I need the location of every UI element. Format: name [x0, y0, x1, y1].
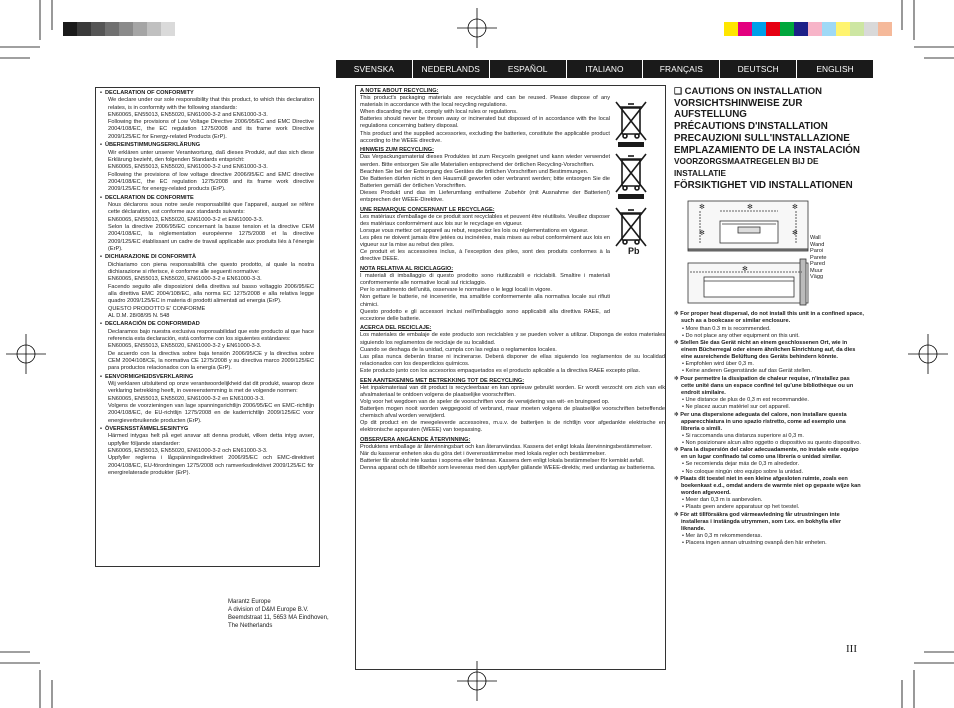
gray-swatch [161, 22, 175, 36]
lead-symbol: Pb [628, 246, 640, 256]
color-swatch [794, 22, 808, 36]
caution-item [674, 447, 864, 475]
recycling-heading: HINWEIS ZUM RECYCLING: [360, 147, 434, 154]
recycling-body: Het inpakmateriaal van dit product is recycleerbaar en kan opnieuw gebruikt worden. Er wordt verzocht om zich van elk afvalmateriaal te ontdoen volgens de plaatselijke voorschriften. Volg voor het wegdoen van de speler de voorschriften voor de verwijdering van wit- en bruingoed op. Batterijen mogen nooit worden weggegooid of verbrand, maar moeten volgens de plaatselijke voorschriften betreffende chemisch afval worden verwijderd. Op dit product en de meegeleverde accessoires, m.u.v. de batterijen is de richtlijn voor afgedankte elektrische en elektronische apparaten (WEEE) van toepassing. [360, 384, 665, 434]
svg-text:✻: ✻ [699, 203, 705, 212]
declaration-body: Wij verklaren uitsluitend op onze verantwoordelijkheid dat dit produkt, waarop deze verklaring betrekking heeft, in overeenstemming is met de volgende normen: EN60065, EN55013, EN55020, EN61000-3-2 en EN61000-3-3. Volgens de voorzieningen van lage spanningsrichtlijn 2006/95/EC en EMC-richtlijn 2004/108/EC, de EU-richtlijn 1275/2008 en de kaderrichtlijn 2009/125/EC voor energieverbruikende producten (ErP). [108, 381, 314, 424]
gray-swatch [63, 22, 77, 36]
declaration-heading: • DECLARACIÓN DE CONFORMIDAD [100, 321, 314, 328]
recycling-section [360, 325, 665, 375]
declaration-heading: • DECLARATION OF CONFORMITY [100, 90, 314, 97]
caution-item [674, 412, 864, 447]
gray-swatch [77, 22, 91, 36]
declaration-section [100, 426, 314, 477]
color-swatch [850, 22, 864, 36]
crossed-bin-icon [614, 98, 650, 148]
caution-sub: • Empfohlen wird über 0,3 m. [674, 361, 864, 368]
caution-item [674, 311, 864, 339]
svg-text:✻: ✻ [747, 203, 753, 212]
caution-title: PRÉCAUTIONS D'INSTALLATION [674, 121, 828, 133]
caution-sub: • Une distance de plus de 0,3 m est recommandée. [674, 397, 864, 404]
cautions-section [674, 86, 864, 548]
caution-item [674, 376, 864, 411]
declaration-body: Härmed intygas helt på eget ansvar att denna produkt, vilken detta intyg avser, uppfyller följande standarder: EN60065, EN55013, EN55020, EN61000-3-2 och EN61000-3-3. Uppfyller reglerna i lågspänningsdirektivet 2006/95/EC och EMC-direktivet 2004/108/EC, EU-förordningen 1275/2008 och ramverksdirektivet 2009/125/EC för energirelaterade produkter (ErP). [108, 433, 314, 476]
caution-lead: ✻ Stellen Sie das Gerät nicht an einem geschlossenen Ort, wie in einem Bücherregal oder einem ähnlichen Einrichtung auf, da dies eine ausreichende Belüftung des Geräts behindern könnte. [674, 340, 864, 361]
recycling-section [360, 147, 610, 204]
recycling-section [360, 88, 610, 145]
wall-label: Wand [810, 241, 825, 248]
caution-sub: • No coloque ningún otro equipo sobre la unidad. [674, 469, 864, 476]
caution-sub: • Se recomienda dejar más de 0,3 m alrededor. [674, 461, 864, 468]
company-address: Marantz Europe A division of D&M Europe B.V. Beemdstraat 11, 5653 MA Eindhoven, The Netherlands [228, 599, 329, 629]
wall-label: Pared [810, 261, 825, 267]
svg-text:✻: ✻ [792, 229, 798, 238]
svg-text:✻: ✻ [792, 203, 798, 212]
recycling-body: Les matériaux d'emballage de ce produit sont recyclables et peuvent être réutilisés. Veuillez disposer des matériaux conformément aux lois sur le recyclage en vigueur. Lorsque vous mettez cet appareil au rebut, respectez les lois ou réglementations en vigueur. Les piles ne doivent jamais être jetées ou incinérées, mais mises au rebut conformément aux lois en vigueur sur la mise au rebut des piles. Ce produit et les accessoires inclus, à l'exception des piles, sont des produits conformes à la directive DEEE. [360, 213, 610, 263]
declaration-section [100, 254, 314, 320]
caution-sub: • Do not place any other equipment on this unit. [674, 333, 864, 340]
crossed-bin-icon [614, 150, 650, 200]
color-swatch [752, 22, 766, 36]
recycling-body: Los materiales de embalaje de este producto son reciclables y se pueden volver a utilizar. Disponga de estos materiales siguiendo los reglamentos de reciclaje de su localidad. Cuando se deshaga de la unidad, cumpla con las reglas o reglamentos locales. Las pilas nunca deberán tirarse ni incinerarse. Deberá disponer de ellas siguiendo los reglamentos de su localidad relacionados con los desperdicios químicos. Este producto junto con los accesorios empaquetados es el producto aplicable a la directiva RAEE excepto pilas. [360, 332, 665, 374]
declaration-heading: • DICHIARAZIONE DI CONFORMITÀ [100, 254, 314, 261]
caution-sub: • Non posizionare alcun altro oggetto o dispositivo su questo dispositivo. [674, 440, 864, 447]
declaration-body: Nous déclarons sous notre seule responsabilité que l'appareil, auquel se réfère cette déclaration, est conforme aux standards suivants: EN60065, EN55013, EN55020, EN61000-3-2 et EN61000-3-3. Selon la directive 2006/95/EC concernant la basse tension et la directive CEM 2004/108/EC, la réglementation européenne 1275/2008 et la directive 2009/125/EC établissant un cadre de travail applicable aux produits liés à l'énergie (ErP). [108, 202, 314, 252]
caution-title [674, 86, 864, 98]
installation-diagram [674, 197, 864, 307]
recycling-heading: NOTA RELATIVA AL RICICLAGGIO: [360, 266, 454, 273]
declaration-section [100, 195, 314, 253]
recycling-heading: UNE REMARQUE CONCERNANT LE RECYCLAGE: [360, 206, 495, 213]
gray-swatch [105, 22, 119, 36]
language-tab-español: ESPAÑOL [490, 60, 567, 78]
recycling-section [360, 378, 665, 435]
recycling-body: Das Verpackungsmaterial dieses Produktes ist zum Recyceln geeignet und kann wieder verwendet werden. Bitte entsorgen Sie alle Materialien entsprechend der örtlichen Recycling-Vorschriften. Beachten Sie bei der Entsorgung des Gerätes die örtlichen Vorschriften und Bestimmungen. Die Batterien dürfen nicht in den Hausmüll geworfen oder verbrannt werden; bitte entsorgen Sie die Batterien gemäß der örtlichen Vorschriften. Dieses Produkt und das im Lieferumfang enthaltene Zubehör (mit Ausnahme der Batterien!) entsprechen der WEEE-Direktive. [360, 154, 610, 203]
color-swatch [724, 22, 738, 36]
language-tab-nederlands: NEDERLANDS [413, 60, 490, 78]
language-tab-français: FRANÇAIS [643, 60, 720, 78]
caution-sub: • Si raccomanda una distanza superiore ai 0,3 m. [674, 433, 864, 440]
caution-title: FÖRSIKTIGHET VID INSTALLATIONEN [674, 179, 853, 191]
recycling-section [360, 437, 665, 472]
color-swatch [738, 22, 752, 36]
wall-labels [810, 235, 826, 281]
wall-label: Vägg [810, 274, 824, 280]
caution-title: EMPLAZAMIENTO DE LA INSTALACIÓN [674, 144, 860, 156]
wall-label: Parete [810, 254, 827, 261]
caution-sub: • Placera ingen annan utrustning ovanpå den här enheten. [674, 540, 864, 547]
caution-sub: • Mer än 0,3 m rekommenderas. [674, 533, 864, 540]
declaration-body: Dichiariamo con piena responsabilità che questo prodotto, al quale la nostra dichiarazione si riferisce, è conforme alle seguenti normative: EN60065, EN55013, EN55020, EN61000-3-2 e EN61000-3-3. Facendo seguito alle disposizioni della direttiva sul basso voltaggio 2006/95/EC alla direttiva EMC 2004/108/EC, alla norma EC 1275/2008 e alla relativa legge quadro 2009/125/EC in materia di prodotti alimentati ad energia (ErP). QUESTO PRODOTTO E' CONFORME AL D.M. 28/08/95 N. 548 [108, 261, 314, 319]
declaration-body: We declare under our sole responsibility that this product, to which this declaration relates, is in conformity with the following standards: EN60065, EN55013, EN55020, EN61000-3-2 and EN61000-3-3. Following the provisions of Low Voltage Directive 2006/95/EC and EMC Directive 2004/108/EC, the EC regulation 1275/2008 and its frame work Directive 2009/125/EC for Energy-related Products (ErP). [108, 97, 314, 140]
svg-text:✻: ✻ [742, 265, 748, 274]
declaration-section [100, 374, 314, 425]
caution-lead: ✻ Pour permettre la dissipation de chaleur requise, n'installez pas cette unité dans un espace confiné tel qu'une bibliothèque ou un endroit similaire. [674, 376, 864, 397]
cautions-list [674, 311, 864, 547]
declaration-body: Wir erklären unter unserer Verantwortung, daß dieses Produkt, auf das sich diese Erklärung bezieht, den folgenden Standards entspricht: EN60065, EN55013, EN55020, EN61000-3-2 und EN61000-3-3. Following the provisions of low voltage directive 2006/95/EC and EMC directive 2004/108/EC, the EC regulation 1275/2008 and its frame work directive 2009/125/EC for energy-related products (ErP). [108, 149, 314, 193]
page-number: III [846, 643, 857, 655]
color-swatch [878, 22, 892, 36]
caution-item [674, 476, 864, 511]
caution-item [674, 512, 864, 547]
declarations-list [100, 90, 314, 477]
caution-title-text: CAUTIONS ON INSTALLATION [684, 86, 822, 97]
recycling-heading: ACERCA DEL RECICLAJE: [360, 325, 432, 332]
language-tab-italiano: ITALIANO [567, 60, 644, 78]
crossed-bin-icon [614, 204, 650, 250]
wall-label: Wall [810, 235, 821, 241]
language-tab-bar [336, 60, 873, 78]
caution-sub: • Plaats geen andere apparatuur op het toestel. [674, 504, 864, 511]
caution-title: PRECAUZIONI SULL'INSTALLAZIONE [674, 132, 850, 144]
declarations-box [95, 87, 320, 567]
caution-title: VOORZORGSMAATREGELEN BIJ DE INSTALLATIE [674, 157, 819, 178]
caution-title: VORSICHTSHINWEISE ZUR AUFSTELLUNG [674, 97, 803, 121]
gray-swatch [119, 22, 133, 36]
color-swatch [780, 22, 794, 36]
declaration-heading: • EENVORMIGHEIDSVERKLARING [100, 374, 314, 381]
language-tab-english: ENGLISH [797, 60, 873, 78]
caution-lead: ✻ För att tillförsäkra god värmeavledning får utrustningen inte installeras i instängda utrymmen, som t.ex. en bokhylla eller liknande. [674, 512, 864, 533]
color-swatch [864, 22, 878, 36]
declaration-body: Declaramos bajo nuestra exclusiva responsabilidad que este producto al que hace referencia esta declaración, está conforme con los siguientes estándares: EN60065, EN55013, EN55020, EN61000-3-2 y EN61000-3-3. De acuerdo con la directiva sobre baja tensión 2006/95/CE y la directiva sobre CEM 2004/108/CE, la normativa CE 1275/2008 y su directiva marco 2009/125/EC para productos relacionados con la energía (ErP). [108, 328, 314, 372]
color-swatch [766, 22, 780, 36]
declaration-section [100, 90, 314, 141]
wall-label: Muur [810, 267, 823, 274]
recycling-body: This product's packaging materials are recyclable and can be reused. Please dispose of any materials in accordance with the local recycling regulations. When discarding the unit, comply with local rules or regulations. Batteries should never be thrown away or incinerated but disposed of in accordance with the local regulations concerning battery disposal. This product and the supplied accessories, excluding the batteries, constitute the applicable product according to the WEEE directive. [360, 95, 610, 144]
caution-sub: • More than 0.3 m is recommended. [674, 326, 864, 333]
recycling-section [360, 266, 610, 323]
color-swatch [836, 22, 850, 36]
recycling-body: I materiali di imballaggio di questo prodotto sono riutilizzabili e riciclabili. Smaltire i materiali conformemente alle normative locali sul riciclaggio. Per lo smaltimento dell'unità, osservare le normative o le leggi locali in vigore. Non gettare le batterie, né incenerirle, ma smaltirle conformemente alla normativa locale sui rifiuti chimici. Questo prodotto e gli accessori inclusi nell'imballaggio sono applicabili alla direttiva RAEE, ad eccezione delle batterie. [360, 273, 610, 322]
language-tab-deutsch: DEUTSCH [720, 60, 797, 78]
declaration-heading: • ÜBEREINSTIMMUNGSERKLÄRUNG [100, 142, 314, 149]
gray-swatch [133, 22, 147, 36]
color-swatch [822, 22, 836, 36]
caution-sub: • Meer dan 0,3 m is aanbevolen. [674, 497, 864, 504]
caution-sub: • Keine anderen Gegenstände auf das Gerät stellen. [674, 368, 864, 375]
caution-item [674, 340, 864, 375]
recycling-heading: A NOTE ABOUT RECYCLING: [360, 88, 439, 94]
recycling-section [360, 207, 610, 264]
gray-swatch [147, 22, 161, 36]
caution-lead: ✻ Para la dispersión del calor adecuadamente, no instale este equipo en un lugar confinado tal como una librería o unidad similar. [674, 447, 864, 461]
caution-lead: ✻ Per una dispersione adeguata del calore, non installare questa apparecchiatura in uno spazio ristretto, come ad esempio una libreria o simili. [674, 412, 864, 433]
declaration-heading: • DECLARATION DE CONFORMITE [100, 195, 314, 202]
recycling-body: Produktens emballage är återvinningsbart och kan återanvändas. Kassera det enligt lokala återvinningsbestämmelser. När du kasserar enheten ska du göra det i överensstämmelse med lokala regler och bestämmelser. Batterier får absolut inte kastas i soporna eller brännas. Kassera dem enligt lokala bestämmelser för kemiskt avfall. Denna apparat och de tillbehör som levereras med den uppfyller gällande WEEE-direktiv, med undantag av batterierna. [360, 444, 656, 472]
caution-sub: • Ne placez aucun matériel sur cet appareil. [674, 404, 864, 411]
color-swatch [808, 22, 822, 36]
recycling-heading: OBSERVERA ANGÅENDE ÅTERVINNING: [360, 436, 471, 443]
declaration-heading: • ÖVERENSSTÄMMELSESINTYG [100, 426, 314, 433]
language-tab-svenska: SVENSKA [336, 60, 413, 78]
svg-text:✻: ✻ [699, 229, 705, 238]
recycling-heading: EEN AANTEKENING MET BETREKKING TOT DE RECYCLING: [360, 377, 525, 384]
checkbox-square-icon: ❑ [674, 86, 685, 96]
declaration-section [100, 321, 314, 372]
caution-lead: ✻ For proper heat dispersal, do not install this unit in a confined space, such as a bookcase or similar enclosure. [674, 311, 864, 325]
recycling-box [355, 85, 666, 670]
recycling-list [360, 88, 665, 475]
caution-lead: ✻ Plaats dit toestel niet in een kleine afgesloten ruimte, zoals een boekenkast e.d., omdat anders de warmte niet op gepaste wijze kan worden afgevoerd. [674, 476, 864, 497]
cautions-titles [674, 86, 864, 191]
wall-label: Paroi [810, 248, 824, 254]
gray-swatch [91, 22, 105, 36]
declaration-section [100, 142, 314, 193]
